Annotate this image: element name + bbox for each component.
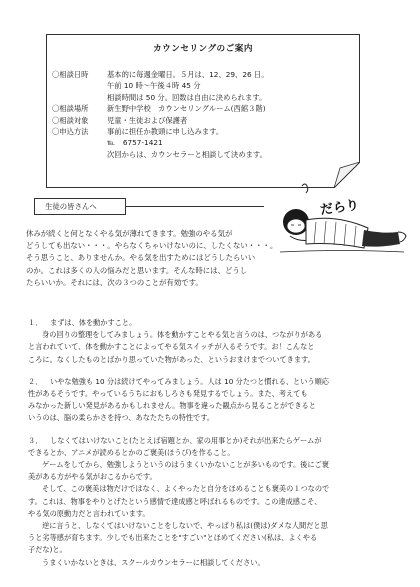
info-duration-line: 相談時間は 50 分。回数は自由に決められます。: [107, 92, 267, 102]
advice-line: いうのは、脳の柔らかさを持つ、あなたたちの特性です。: [28, 413, 215, 423]
intro-paragraph: [26, 228, 288, 289]
intro-line: そう思うこと、ありませんか。やる気を出すためにはどうしたらいい: [26, 253, 256, 263]
illustration-caption: だらり: [319, 197, 360, 219]
info-tel-line: [52, 137, 355, 148]
advice-heading: まずは、体を動かすこと。: [50, 318, 137, 327]
advice-line: ゲームをしてから、勉強しようというのはうまくいかないことが多いものです。後にご褒: [42, 460, 329, 470]
advice-item-1-head: [28, 317, 400, 329]
advice-line: うと劣等感が育ちます。少しでも出来たことを"すごい"とほめてください(私は、よくやる: [28, 533, 318, 543]
closing-line: うまくいかないときは、スクールカウンセラーに相談してください。: [42, 557, 265, 567]
info-row-datetime: [52, 69, 355, 80]
counseling-info-box: [46, 34, 360, 188]
info-tel-number: 6757-1421: [122, 138, 163, 148]
advice-heading: しなくてはいけないこと(たとえば宿題とか、家の用事とか)それが出来たらゲームが: [50, 435, 322, 445]
info-time-line: 午前 10 時～午後４時 45 分: [107, 81, 201, 91]
section-label: 生徒の皆さんへ: [34, 198, 126, 215]
info-value-place: 新生野中学校 カウンセリングルーム(西館３階): [107, 104, 266, 114]
intro-line: のか。これは多くの人の悩みだと思います。そんな時には、どうし: [26, 265, 248, 275]
info-row-apply: [52, 126, 355, 137]
advice-item-2-head: [28, 376, 400, 388]
info-value-datetime: 基本的に毎週金曜日。５月は、12、29、26 日。: [107, 70, 269, 79]
advice-line: ころに。なくしたものとばかり思っていた物があった、というおまけまでついてきます。: [28, 354, 315, 364]
advice-number: ２．: [28, 376, 43, 386]
advice-line: 逆に言うと、しなくてはいけないことをしないで、やっぱり私は(僕は)ダメな人間だと思: [42, 521, 328, 531]
advice-line: できるとか、アニメが読めるとかのご褒美(ほうび)を作ること。: [28, 447, 235, 457]
info-value-apply: 事前に担任か教頭に申し込みます。: [107, 127, 224, 137]
advice-line: と言われていて、体を動かすことによってやる気スイッチが入るそうです。お！こんなと: [28, 342, 315, 352]
info-label-place: 〇相談場所: [52, 104, 89, 114]
telephone-icon: ℡: [107, 138, 115, 148]
info-row-target: [52, 115, 355, 126]
intro-line: どうしても出ない・・・。やらなくちゃいけないのに、したくない・・・。: [26, 241, 278, 251]
intro-line: たらいいか。それには、次の３つのことが有効です。: [26, 277, 203, 287]
advice-line: そして、この褒美は物だけではなく、よくやったと自分をほめることも褒美の１つなので: [42, 484, 330, 494]
info-label-apply: 〇申込方法: [52, 127, 89, 137]
advice-line: す。これは、物事をやりとげたという感情で達成感と呼ばれるものです。この達成感こそ、: [28, 496, 322, 506]
advice-heading: いやな勉強も 10 分は続けてやってみましょう。人は 10 分たつと慣れる、という順応: [50, 376, 329, 386]
info-next-line: 次回からは、カウンセラーと相談して決めます。: [107, 149, 267, 159]
info-label-target: 〇相談対象: [52, 115, 89, 125]
intro-line: 休みが続くと何となくやる気が薄れてきます。勉強のやる気が: [26, 229, 233, 238]
advice-number: ３．: [28, 435, 43, 445]
info-rows: [52, 69, 355, 160]
info-label-datetime: 〇相談日時: [52, 70, 89, 79]
advice-line: 性があるそうです。やっているうちにおもしろさも発見するでしょう。また、考えても: [28, 389, 308, 399]
advice-list: [28, 317, 400, 569]
advice-line: 子だな)と。: [28, 545, 67, 555]
info-value-target: 児童・生徒および保護者: [107, 115, 188, 125]
advice-line: みなかった新しい発見があるかもしれません。物事を違った観点から見ることができると: [28, 401, 316, 411]
advice-number: １．: [28, 318, 43, 327]
info-box-title: カウンセリングのご案内: [153, 44, 253, 54]
lying-student-icon: [276, 178, 408, 288]
info-row-place: [52, 103, 355, 114]
advice-item-3-head: [28, 435, 400, 447]
advice-line: 身の回りの整理をしてみましょう。体を動かすことやる気と言うのは、つながりがある: [42, 330, 323, 340]
advice-line: やる気の原動力だと言われています。: [28, 508, 150, 518]
section-divider: [126, 206, 264, 207]
advice-line: 美がある方がやる気がおこるからです。: [28, 472, 157, 482]
